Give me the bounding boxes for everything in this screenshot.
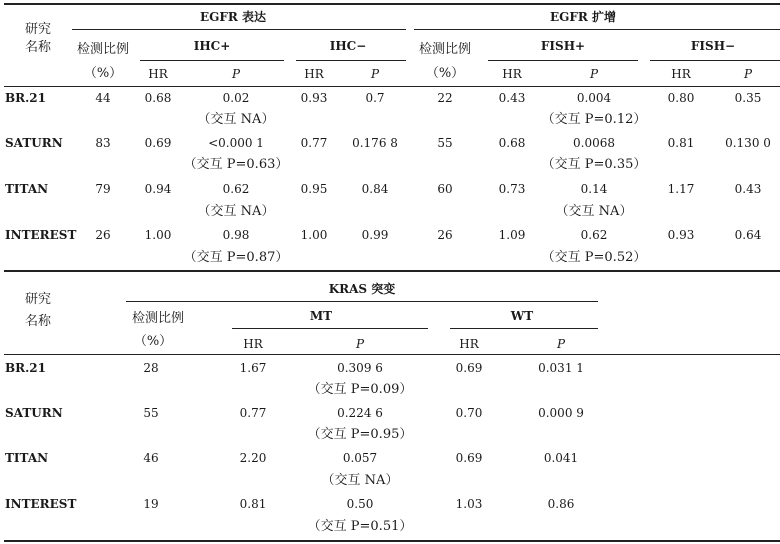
- col-header-p: P: [556, 337, 566, 351]
- group-rule-expr: [72, 29, 406, 30]
- subgroup-wt: WT: [510, 309, 534, 323]
- bottom-rule: [4, 270, 780, 272]
- amp-ratio: 60: [437, 182, 453, 196]
- kras-ratio: 28: [143, 361, 159, 375]
- mt-interaction-note: （交互 NA）: [321, 473, 399, 488]
- mt-hr: 1.67: [239, 361, 267, 375]
- fish-pos-hr: 0.68: [498, 136, 526, 150]
- mt-hr: 2.20: [239, 451, 267, 465]
- fish-pos-p: 0.14: [580, 182, 608, 196]
- ihc-neg-hr: 0.95: [300, 182, 328, 196]
- wt-hr: 0.69: [455, 451, 483, 465]
- expr-ratio: 83: [95, 136, 111, 150]
- col-header-p: P: [370, 67, 380, 81]
- subgroup-rule: [488, 60, 638, 61]
- wt-hr: 0.69: [455, 361, 483, 375]
- fish-pos-interaction-note: （交互 P=0.35）: [541, 157, 647, 172]
- ihc-neg-p: 0.7: [365, 91, 385, 105]
- subgroup-rule: [450, 328, 598, 329]
- fish-neg-p: 0.130 0: [725, 136, 771, 150]
- ihc-pos-p: 0.98: [222, 228, 250, 242]
- ihc-pos-p: <0.000 1: [208, 136, 264, 150]
- group-header-kras: KRAS 突变: [328, 282, 396, 296]
- subgroup-fish-negative: FISH−: [690, 39, 736, 53]
- study-name: SATURN: [5, 136, 63, 150]
- ihc-pos-hr: 0.68: [144, 91, 172, 105]
- ihc-pos-p: 0.02: [222, 91, 250, 105]
- study-label: 研究: [24, 292, 52, 307]
- col-header-p: P: [355, 337, 365, 351]
- col-header-p: P: [231, 67, 241, 81]
- ihc-neg-p: 0.84: [361, 182, 389, 196]
- group-header-egfr-expression: EGFR 表达: [199, 10, 267, 24]
- wt-hr: 1.03: [455, 497, 483, 511]
- col-header-hr: HR: [671, 67, 691, 81]
- ihc-neg-hr: 0.93: [300, 91, 328, 105]
- col-header-p: P: [743, 67, 753, 81]
- group-rule-kras: [126, 301, 598, 302]
- detect-ratio-label: 检测比例: [131, 311, 185, 326]
- subgroup-mt: MT: [309, 309, 333, 323]
- subgroup-rule: [140, 60, 284, 61]
- ihc-pos-hr: 0.69: [144, 136, 172, 150]
- expr-ratio: 79: [95, 182, 111, 196]
- col-header-hr: HR: [304, 67, 324, 81]
- top-rule: [4, 3, 780, 5]
- ihc-pos-hr: 1.00: [144, 228, 172, 242]
- ihc-neg-p: 0.176 8: [352, 136, 398, 150]
- bottom-rule: [4, 540, 780, 542]
- wt-p: 0.000 9: [538, 406, 584, 420]
- percent-label: （%）: [133, 334, 173, 349]
- subgroup-rule: [296, 60, 406, 61]
- ihc-pos-interaction-note: （交互 P=0.63）: [183, 157, 289, 172]
- fish-neg-p: 0.43: [734, 182, 762, 196]
- group-rule-amp: [414, 29, 780, 30]
- study-name: INTEREST: [5, 228, 77, 242]
- col-header-p: P: [589, 67, 599, 81]
- fish-neg-hr: 0.81: [667, 136, 695, 150]
- ihc-pos-p: 0.62: [222, 182, 250, 196]
- col-header-hr: HR: [502, 67, 522, 81]
- col-header-hr: HR: [459, 337, 479, 351]
- study-name: TITAN: [5, 182, 49, 196]
- study-label: 名称: [24, 314, 52, 329]
- mt-p: 0.224 6: [337, 406, 383, 420]
- ihc-pos-hr: 0.94: [144, 182, 172, 196]
- group-header-egfr-amplification: EGFR 扩增: [549, 10, 617, 24]
- wt-p: 0.041: [543, 451, 579, 465]
- fish-neg-hr: 0.93: [667, 228, 695, 242]
- subgroup-ihc-positive: IHC+: [193, 39, 231, 53]
- col-header-hr: HR: [243, 337, 263, 351]
- fish-pos-interaction-note: （交互 NA）: [555, 204, 633, 219]
- fish-neg-hr: 1.17: [667, 182, 695, 196]
- percent-label: （%）: [425, 66, 465, 81]
- study-label: 研究: [24, 22, 52, 37]
- fish-pos-p: 0.0068: [573, 136, 615, 150]
- expr-ratio: 26: [95, 228, 111, 242]
- ihc-pos-interaction-note: （交互 P=0.87）: [183, 250, 289, 265]
- study-name: SATURN: [5, 406, 63, 420]
- study-name: INTEREST: [5, 497, 77, 511]
- fish-pos-hr: 1.09: [498, 228, 526, 242]
- fish-neg-p: 0.35: [734, 91, 762, 105]
- header-rule: [4, 354, 780, 355]
- mt-interaction-note: （交互 P=0.51）: [307, 519, 413, 534]
- subgroup-ihc-negative: IHC−: [329, 39, 367, 53]
- fish-pos-p: 0.62: [580, 228, 608, 242]
- amp-ratio: 55: [437, 136, 453, 150]
- fish-neg-p: 0.64: [734, 228, 762, 242]
- mt-p: 0.50: [346, 497, 374, 511]
- fish-neg-hr: 0.80: [667, 91, 695, 105]
- ihc-neg-hr: 1.00: [300, 228, 328, 242]
- study-name: BR.21: [5, 91, 46, 105]
- detect-ratio-label: 检测比例: [76, 42, 130, 57]
- amp-ratio: 26: [437, 228, 453, 242]
- wt-p: 0.031 1: [538, 361, 584, 375]
- amp-ratio: 22: [437, 91, 453, 105]
- ihc-pos-interaction-note: （交互 NA）: [197, 112, 275, 127]
- study-label: 名称: [24, 40, 52, 55]
- study-name: TITAN: [5, 451, 49, 465]
- wt-hr: 0.70: [455, 406, 483, 420]
- fish-pos-hr: 0.73: [498, 182, 526, 196]
- mt-p: 0.309 6: [337, 361, 383, 375]
- detect-ratio-label: 检测比例: [418, 42, 472, 57]
- ihc-neg-hr: 0.77: [300, 136, 328, 150]
- kras-ratio: 55: [143, 406, 159, 420]
- ihc-pos-interaction-note: （交互 NA）: [197, 204, 275, 219]
- fish-pos-hr: 0.43: [498, 91, 526, 105]
- percent-label: （%）: [83, 66, 123, 81]
- mt-interaction-note: （交互 P=0.09）: [307, 382, 413, 397]
- mt-p: 0.057: [342, 451, 378, 465]
- ihc-neg-p: 0.99: [361, 228, 389, 242]
- fish-pos-interaction-note: （交互 P=0.12）: [541, 112, 647, 127]
- expr-ratio: 44: [95, 91, 111, 105]
- subgroup-rule: [232, 328, 428, 329]
- wt-p: 0.86: [547, 497, 575, 511]
- study-name: BR.21: [5, 361, 46, 375]
- subgroup-rule: [650, 60, 780, 61]
- mt-hr: 0.77: [239, 406, 267, 420]
- mt-interaction-note: （交互 P=0.95）: [307, 427, 413, 442]
- header-rule: [4, 86, 780, 87]
- mt-hr: 0.81: [239, 497, 267, 511]
- subgroup-fish-positive: FISH+: [540, 39, 586, 53]
- kras-ratio: 19: [143, 497, 159, 511]
- kras-ratio: 46: [143, 451, 159, 465]
- fish-pos-p: 0.004: [576, 91, 612, 105]
- fish-pos-interaction-note: （交互 P=0.52）: [541, 250, 647, 265]
- col-header-hr: HR: [148, 67, 168, 81]
